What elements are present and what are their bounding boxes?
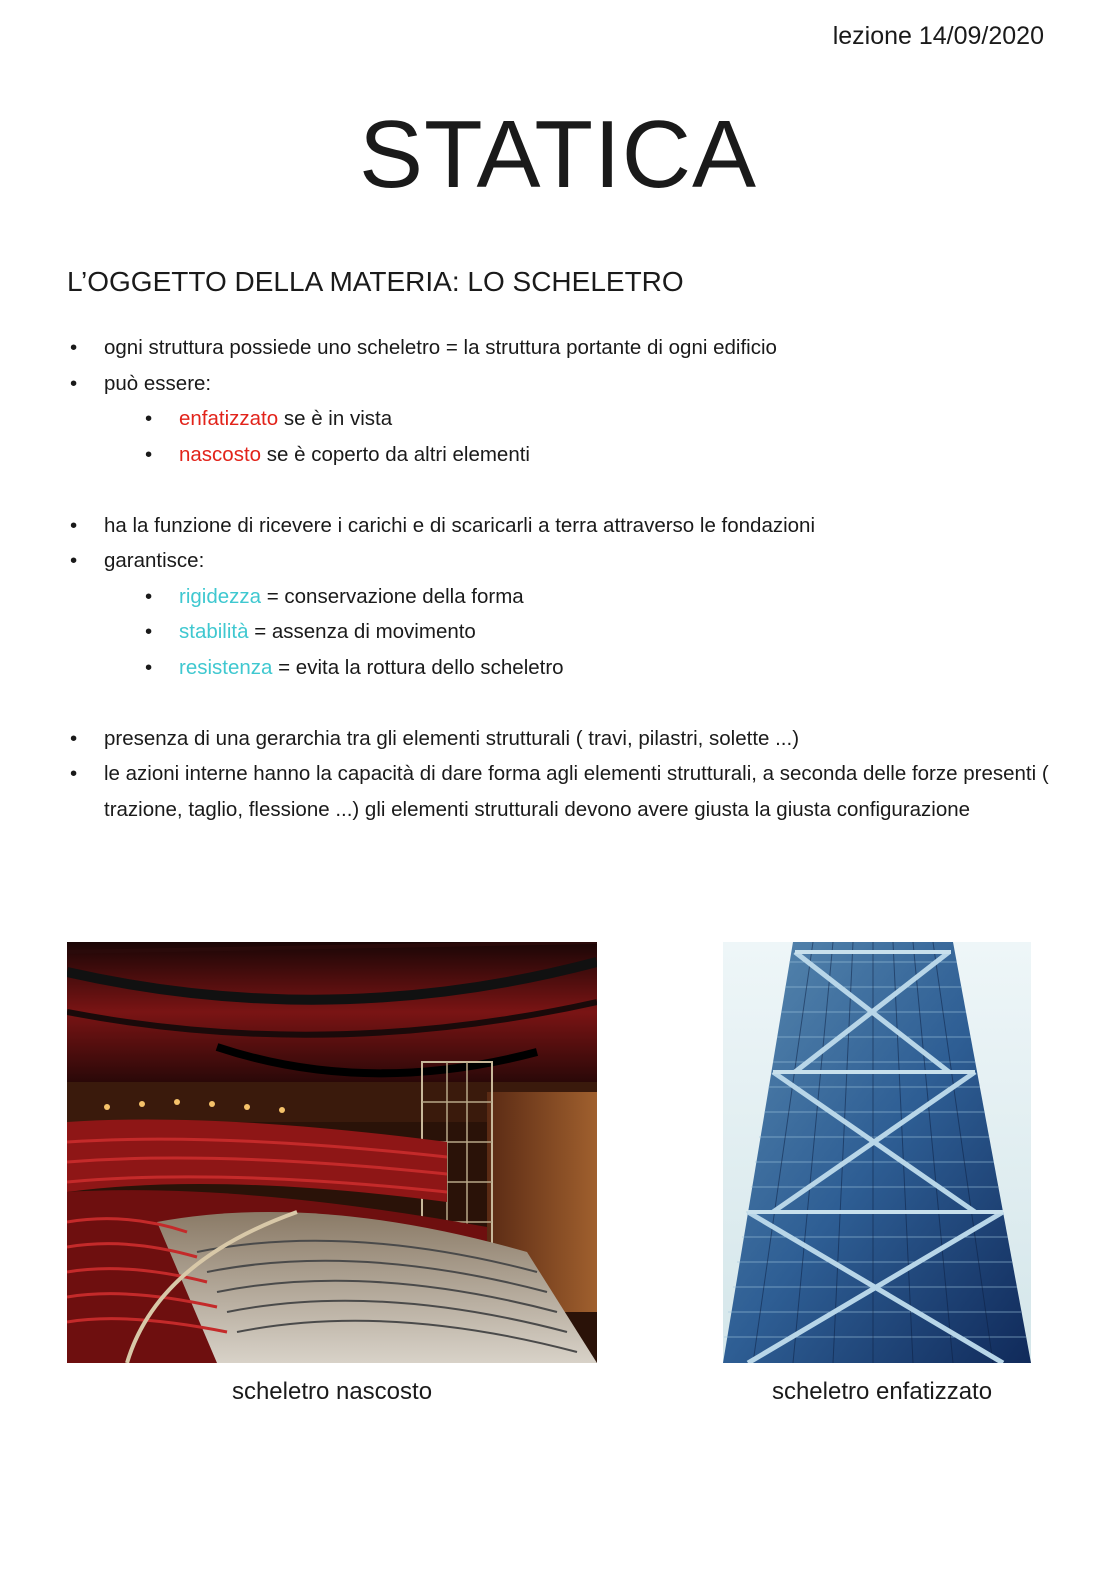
bullet-marker: • bbox=[70, 371, 78, 395]
sub-list-item bbox=[67, 650, 1057, 686]
term-definition: = assenza di movimento bbox=[248, 620, 476, 643]
section-heading: L’OGGETTO DELLA MATERIA: LO SCHELETRO bbox=[67, 266, 684, 297]
bullet-marker: • bbox=[70, 726, 78, 750]
sub-list-item bbox=[67, 614, 1057, 650]
theater-interior-photo bbox=[67, 942, 597, 1363]
bullet-marker: • bbox=[70, 336, 78, 359]
term-enfatizzato: enfatizzato bbox=[179, 407, 279, 430]
list-item-text: ha la funzione di ricevere i carichi e di scaricarli a terra attraverso le fondazioni bbox=[104, 513, 816, 537]
bullet-marker: • bbox=[145, 407, 153, 430]
list-item bbox=[67, 366, 1057, 402]
list-item-text: le azioni interne hanno la capacità di dare forma agli elementi strutturali, a seconda delle forze presenti ( trazione, taglio, flessione ...) gli elementi strutturali devono avere giusta la giusta configurazione bbox=[104, 762, 1049, 821]
spacer bbox=[67, 685, 1057, 721]
term-stabilita: stabilità bbox=[179, 620, 249, 643]
list-item-text: può essere: bbox=[104, 371, 212, 395]
term-nascosto: nascosto bbox=[179, 442, 262, 466]
sub-list-item bbox=[67, 437, 1057, 473]
term-rigidezza: rigidezza bbox=[179, 584, 262, 608]
caption-emphasized-skeleton: scheletro enfatizzato bbox=[771, 1378, 993, 1405]
term-definition: se è coperto da altri elementi bbox=[261, 442, 530, 466]
list-item bbox=[67, 508, 1057, 544]
list-item bbox=[67, 543, 1057, 579]
list-item bbox=[67, 330, 1057, 366]
bullet-marker: • bbox=[70, 762, 78, 785]
sub-list-item bbox=[67, 579, 1057, 615]
list-item-text: presenza di una gerarchia tra gli elementi strutturali ( travi, pilastri, solette ...) bbox=[104, 726, 800, 750]
list-item bbox=[67, 756, 1057, 827]
bullet-marker: • bbox=[145, 442, 153, 466]
term-definition: se è in vista bbox=[278, 407, 393, 430]
spacer bbox=[67, 472, 1057, 508]
sub-list-item bbox=[67, 401, 1057, 437]
skyscraper-photo bbox=[723, 942, 1031, 1363]
term-resistenza: resistenza bbox=[179, 655, 273, 679]
list-item-text: garantisce: bbox=[104, 549, 205, 572]
term-definition: = evita la rottura dello scheletro bbox=[272, 655, 564, 679]
bullet-marker: • bbox=[145, 584, 153, 608]
bullet-marker: • bbox=[145, 620, 153, 643]
term-definition: = conservazione della forma bbox=[261, 584, 524, 608]
bullet-list bbox=[67, 330, 1057, 827]
bullet-marker: • bbox=[70, 513, 78, 537]
lesson-date: lezione 14/09/2020 bbox=[832, 22, 1044, 50]
list-item-text: ogni struttura possiede uno scheletro = la struttura portante di ogni edificio bbox=[104, 336, 777, 359]
caption-hidden-skeleton: scheletro nascosto bbox=[231, 1378, 433, 1405]
page-title: STATICA bbox=[358, 101, 758, 208]
bullet-marker: • bbox=[145, 655, 153, 679]
bullet-marker: • bbox=[70, 549, 78, 572]
list-item bbox=[67, 721, 1057, 757]
